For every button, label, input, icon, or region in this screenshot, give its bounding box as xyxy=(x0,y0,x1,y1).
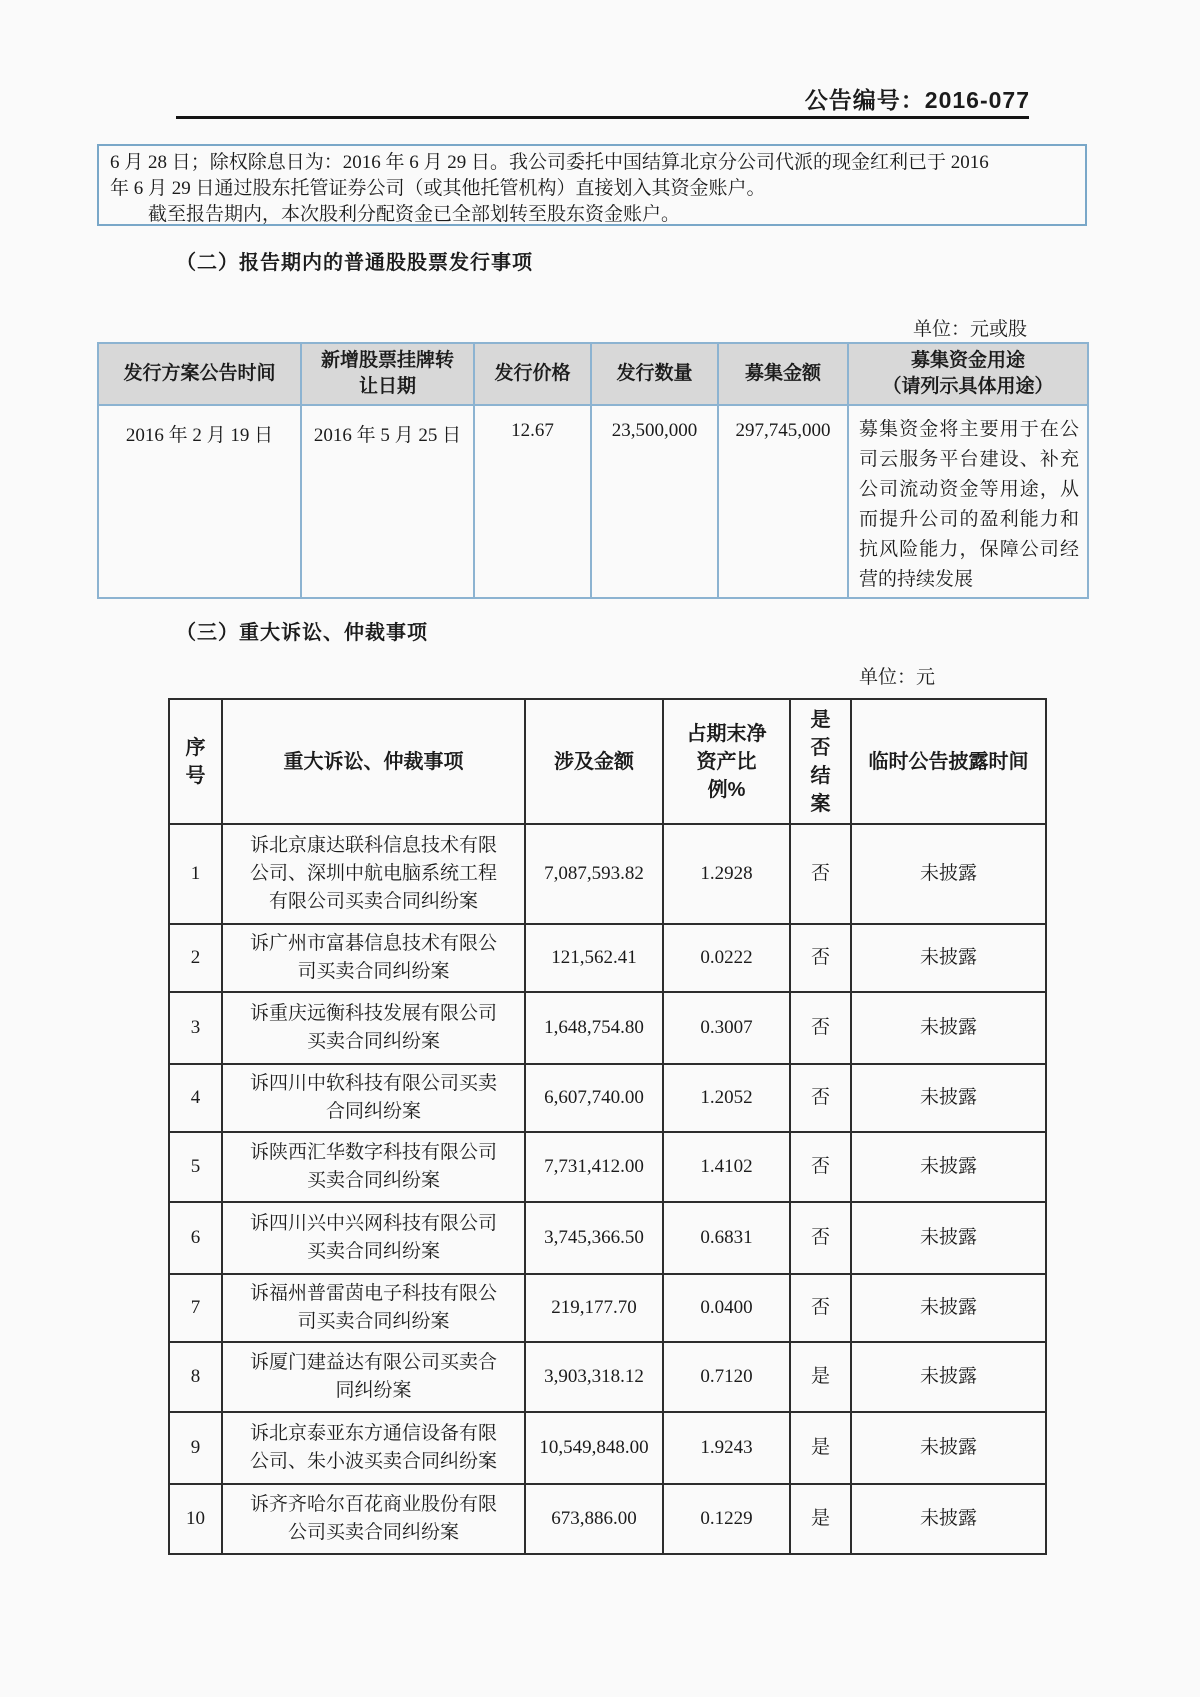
section-heading-litigation: （三）重大诉讼、仲裁事项 xyxy=(176,622,428,644)
settled-cell: 否 xyxy=(790,924,851,992)
litigation-row xyxy=(169,1274,1046,1342)
disclosure-cell: 未披露 xyxy=(851,1132,1046,1202)
seq-cell: 8 xyxy=(169,1342,222,1412)
section-heading-issuance: （二）报告期内的普通股股票发行事项 xyxy=(176,252,533,274)
seq-cell: 5 xyxy=(169,1132,222,1202)
settled-cell: 否 xyxy=(790,824,851,924)
disclosure-cell: 未披露 xyxy=(851,824,1046,924)
case-cell: 诉福州普雷茵电子科技有限公司买卖合同纠纷案 xyxy=(222,1274,525,1342)
fund-use-cell: 募集资金将主要用于在公司云服务平台建设、补充公司流动资金等用途，从而提升公司的盈利能力和抗风险能力，保障公司经营的持续发展 xyxy=(848,405,1088,598)
col-header-amount: 募集金额 xyxy=(718,343,848,405)
col-header-announce-date: 发行方案公告时间 xyxy=(98,343,301,405)
seq-cell: 2 xyxy=(169,924,222,992)
litigation-row xyxy=(169,1202,1046,1274)
settled-cell: 否 xyxy=(790,992,851,1064)
unit-label-issuance: 单位：元或股 xyxy=(912,319,1027,340)
ratio-cell: 1.9243 xyxy=(663,1412,790,1484)
quantity-cell: 23,500,000 xyxy=(591,405,718,598)
disclosure-cell: 未披露 xyxy=(851,1342,1046,1412)
price-cell: 12.67 xyxy=(474,405,591,598)
col-header-seq: 序 号 xyxy=(169,699,222,824)
amount-cell: 7,731,412.00 xyxy=(525,1132,663,1202)
case-cell: 诉重庆远衡科技发展有限公司买卖合同纠纷案 xyxy=(222,992,525,1064)
ratio-cell: 1.2052 xyxy=(663,1064,790,1132)
disclosure-cell: 未披露 xyxy=(851,924,1046,992)
ratio-cell: 0.6831 xyxy=(663,1202,790,1274)
ratio-cell: 0.0222 xyxy=(663,924,790,992)
col-header-price: 发行价格 xyxy=(474,343,591,405)
litigation-row xyxy=(169,1342,1046,1412)
issuance-header-row xyxy=(98,343,1088,405)
settled-cell: 是 xyxy=(790,1484,851,1554)
litigation-row xyxy=(169,1132,1046,1202)
ratio-cell: 0.0400 xyxy=(663,1274,790,1342)
col-header-quantity: 发行数量 xyxy=(591,343,718,405)
disclosure-cell: 未披露 xyxy=(851,1202,1046,1274)
amount-cell: 3,745,366.50 xyxy=(525,1202,663,1274)
header-divider-rule xyxy=(176,116,1029,119)
amount-cell: 1,648,754.80 xyxy=(525,992,663,1064)
amount-cell: 6,607,740.00 xyxy=(525,1064,663,1132)
litigation-header-row xyxy=(169,699,1046,824)
case-cell: 诉北京康达联科信息技术有限公司、深圳中航电脑系统工程有限公司买卖合同纠纷案 xyxy=(222,824,525,924)
settled-cell: 是 xyxy=(790,1342,851,1412)
amount-cell: 297,745,000 xyxy=(718,405,848,598)
col-header-disclosure-time: 临时公告披露时间 xyxy=(851,699,1046,824)
unit-label-litigation: 单位：元 xyxy=(858,667,935,688)
litigation-row xyxy=(169,1412,1046,1484)
amount-cell: 3,903,318.12 xyxy=(525,1342,663,1412)
seq-cell: 9 xyxy=(169,1412,222,1484)
seq-cell: 3 xyxy=(169,992,222,1064)
amount-cell: 10,549,848.00 xyxy=(525,1412,663,1484)
col-header-use xyxy=(848,343,1088,405)
litigation-table xyxy=(168,698,1047,1555)
ratio-cell: 0.7120 xyxy=(663,1342,790,1412)
settled-cell: 是 xyxy=(790,1412,851,1484)
case-cell: 诉北京泰亚东方通信设备有限公司、朱小波买卖合同纠纷案 xyxy=(222,1412,525,1484)
litigation-row xyxy=(169,924,1046,992)
announcement-number: 公告编号：2016-077 xyxy=(804,87,1030,113)
ratio-cell: 1.4102 xyxy=(663,1132,790,1202)
disclosure-cell: 未披露 xyxy=(851,1274,1046,1342)
litigation-row xyxy=(169,824,1046,924)
listing-date-cell: 2016 年 5 月 25 日 xyxy=(301,405,474,598)
ratio-cell: 1.2928 xyxy=(663,824,790,924)
seq-cell: 10 xyxy=(169,1484,222,1554)
amount-cell: 673,886.00 xyxy=(525,1484,663,1554)
settled-cell: 否 xyxy=(790,1064,851,1132)
notice-line-2: 年 6 月 29 日通过股东托管证券公司（或其他托管机构）直接划入其资金账户。 xyxy=(110,178,766,199)
litigation-row xyxy=(169,1484,1046,1554)
col-header-use-line1: 募集资金用途 xyxy=(910,350,1025,371)
col-header-case: 重大诉讼、仲裁事项 xyxy=(222,699,525,824)
disclosure-cell: 未披露 xyxy=(851,992,1046,1064)
seq-cell: 4 xyxy=(169,1064,222,1132)
disclosure-cell: 未披露 xyxy=(851,1484,1046,1554)
notice-line-3: 截至报告期内，本次股利分配资金已全部划转至股东资金账户。 xyxy=(148,204,681,225)
col-header-net-asset-ratio: 占期末净 资产比 例% xyxy=(663,699,790,824)
col-header-use-line2: （请列示具体用途） xyxy=(882,376,1054,397)
col-header-listing-date xyxy=(301,343,474,405)
issuance-data-row xyxy=(98,405,1088,598)
settled-cell: 否 xyxy=(790,1132,851,1202)
col-header-listing-date-line2: 让日期 xyxy=(358,376,416,397)
amount-cell: 219,177.70 xyxy=(525,1274,663,1342)
col-header-involved-amount: 涉及金额 xyxy=(525,699,663,824)
litigation-row xyxy=(169,992,1046,1064)
ratio-cell: 0.3007 xyxy=(663,992,790,1064)
amount-cell: 7,087,593.82 xyxy=(525,824,663,924)
case-cell: 诉陕西汇华数字科技有限公司买卖合同纠纷案 xyxy=(222,1132,525,1202)
disclosure-cell: 未披露 xyxy=(851,1064,1046,1132)
case-cell: 诉厦门建益达有限公司买卖合同纠纷案 xyxy=(222,1342,525,1412)
settled-cell: 否 xyxy=(790,1274,851,1342)
issuance-table xyxy=(97,342,1089,599)
ratio-cell: 0.1229 xyxy=(663,1484,790,1554)
seq-cell: 7 xyxy=(169,1274,222,1342)
col-header-settled: 是 否 结 案 xyxy=(790,699,851,824)
notice-line-1: 6 月 28 日；除权除息日为：2016 年 6 月 29 日。我公司委托中国结算北京分公司代派的现金红利已于 2016 xyxy=(110,152,989,173)
disclosure-cell: 未披露 xyxy=(851,1412,1046,1484)
settled-cell: 否 xyxy=(790,1202,851,1274)
case-cell: 诉四川中软科技有限公司买卖合同纠纷案 xyxy=(222,1064,525,1132)
seq-cell: 1 xyxy=(169,824,222,924)
dividend-notice-box xyxy=(97,144,1087,226)
announce-date-cell: 2016 年 2 月 19 日 xyxy=(98,405,301,598)
amount-cell: 121,562.41 xyxy=(525,924,663,992)
seq-cell: 6 xyxy=(169,1202,222,1274)
case-cell: 诉广州市富碁信息技术有限公司买卖合同纠纷案 xyxy=(222,924,525,992)
col-header-listing-date-line1: 新增股票挂牌转 xyxy=(320,350,454,371)
litigation-row xyxy=(169,1064,1046,1132)
case-cell: 诉齐齐哈尔百花商业股份有限公司买卖合同纠纷案 xyxy=(222,1484,525,1554)
case-cell: 诉四川兴中兴网科技有限公司买卖合同纠纷案 xyxy=(222,1202,525,1274)
